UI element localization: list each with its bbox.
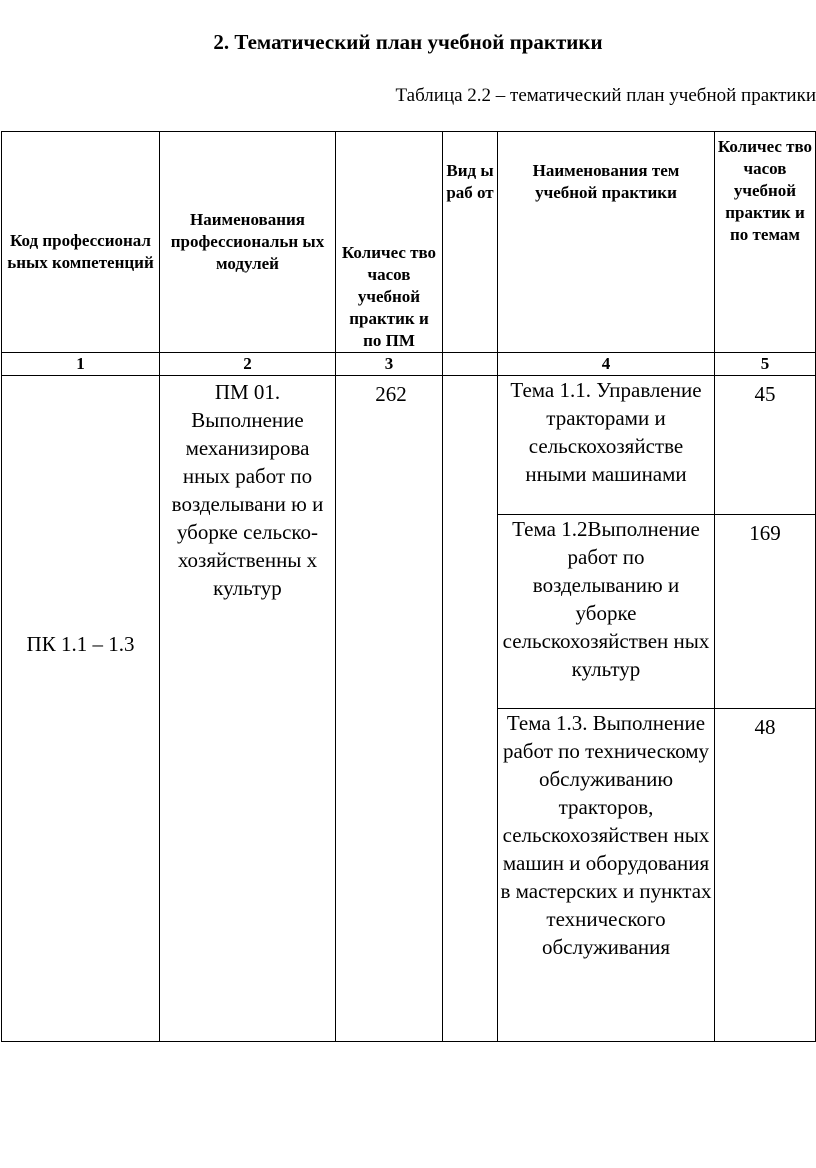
topic-hours: 48: [715, 709, 816, 1042]
module-name: ПМ 01. Выполнение механизирова нных работ по возделывани ю и уборке сельско-хозяйственны х культур: [160, 376, 336, 1042]
topic-hours: 169: [715, 515, 816, 709]
topic-name: Тема 1.2Выполнение работ по возделыванию и уборке сельскохозяйствен ных культур: [498, 515, 715, 709]
header-competency-code: Код профессионал ьных компетенций: [2, 132, 160, 353]
header-topic-name: Наименования тем учебной практики: [498, 132, 715, 353]
column-number: 3: [336, 353, 443, 376]
column-number: [443, 353, 498, 376]
thematic-plan-table: [1, 131, 816, 1042]
header-module-name: Наименования профессиональн ых модулей: [160, 132, 336, 353]
column-number: 2: [160, 353, 336, 376]
column-number: 1: [2, 353, 160, 376]
header-topic-hours: Количес тво часов учебной практик и по темам: [715, 132, 816, 353]
header-row: [2, 132, 816, 353]
header-work-types: Вид ы раб от: [443, 132, 498, 353]
topic-name: Тема 1.1. Управление тракторами и сельскохозяйстве нными машинами: [498, 376, 715, 515]
column-number: 4: [498, 353, 715, 376]
module-hours: 262: [336, 376, 443, 1042]
competency-code: ПК 1.1 – 1.3: [2, 376, 160, 1042]
column-number: 5: [715, 353, 816, 376]
section-title: 2. Тематический план учебной практики: [213, 30, 603, 54]
table-row: [2, 376, 816, 515]
table-caption: Таблица 2.2 – тематический план учебной практики: [395, 85, 816, 106]
header-module-hours: Количес тво часов учебной практик и по ПМ: [336, 132, 443, 353]
topic-hours: 45: [715, 376, 816, 515]
work-types: [443, 376, 498, 1042]
topic-name: Тема 1.3. Выполнение работ по техническому обслуживанию тракторов, сельскохозяйствен ных машин и оборудования в мастерских и пунктах технического обслуживания: [498, 709, 715, 1042]
column-number-row: [2, 353, 816, 376]
